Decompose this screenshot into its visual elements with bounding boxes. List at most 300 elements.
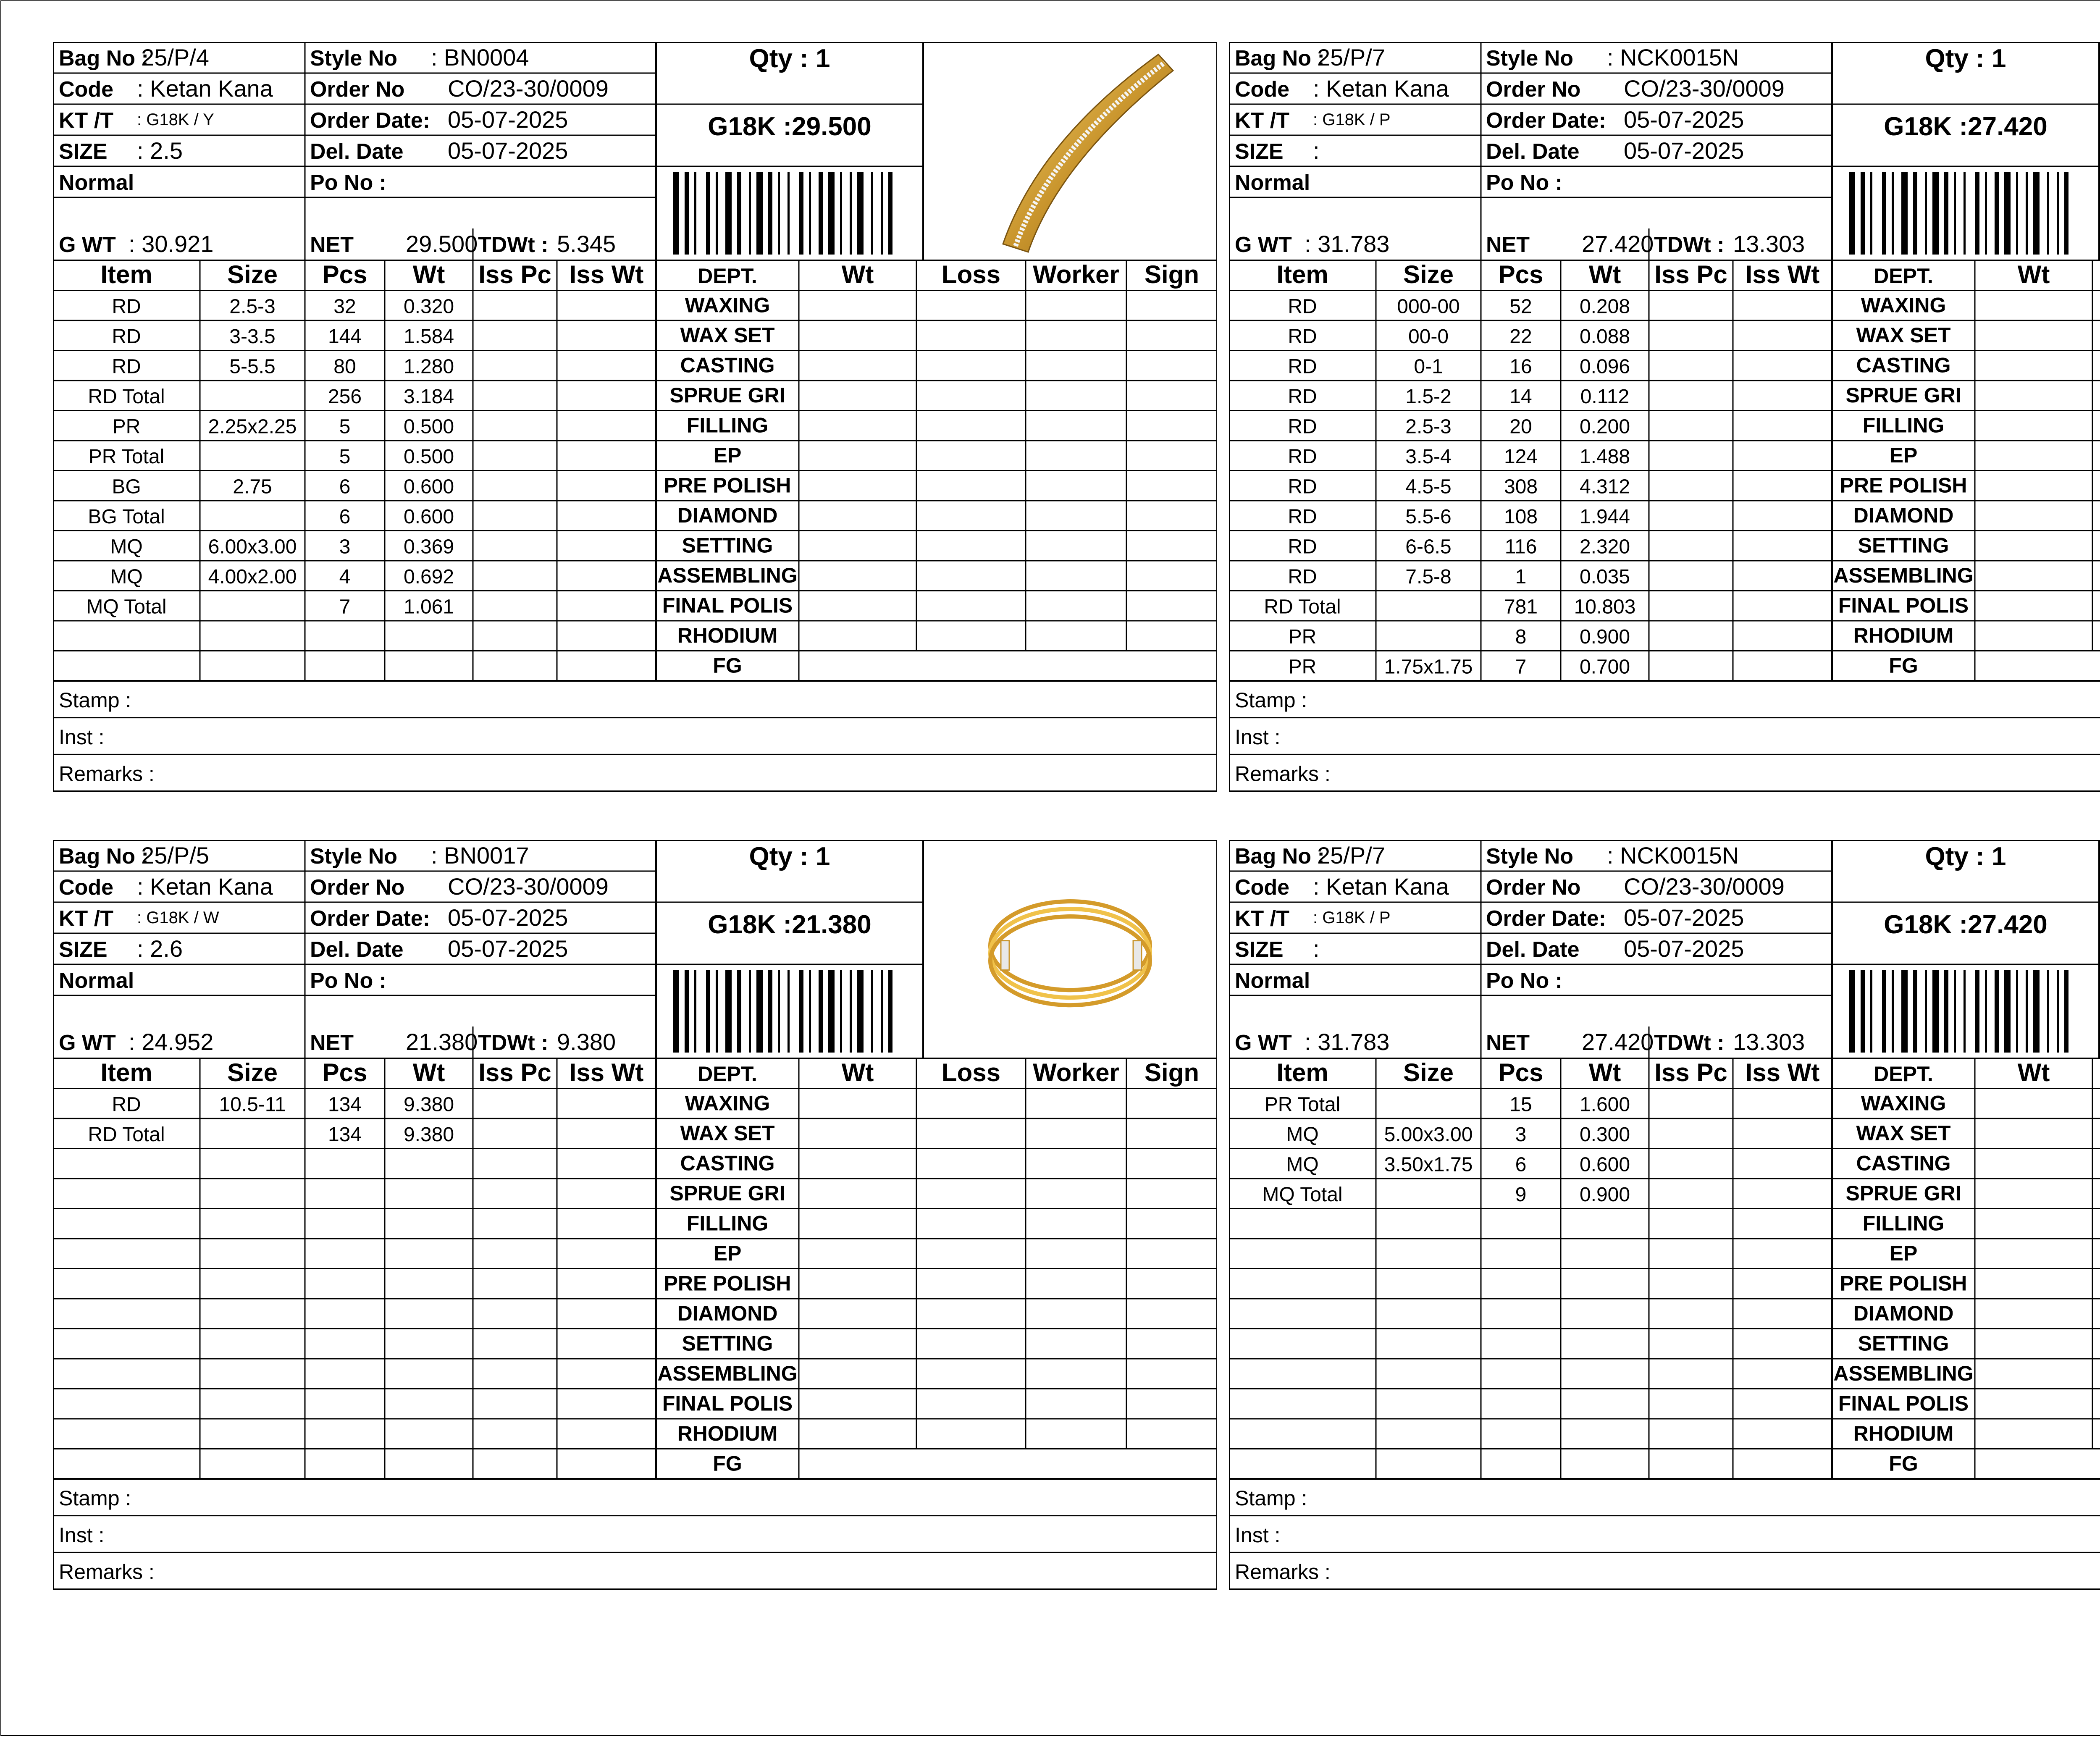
dept-name: WAX SET — [680, 323, 775, 347]
dept-name: PRE POLISH — [664, 473, 791, 497]
item-table-header: Iss Pc — [1654, 260, 1727, 289]
code-label: Code — [1235, 77, 1289, 102]
item-table-cell: 5.5-6 — [1405, 506, 1452, 528]
dept-name: FG — [713, 1452, 742, 1475]
dept-name: SETTING — [682, 1331, 773, 1355]
barcode-icon — [673, 970, 892, 1053]
item-table-header: Iss Pc — [478, 260, 551, 289]
tdwt-label: TDWt : — [478, 1031, 549, 1055]
po-no-label: Po No : — [310, 969, 386, 993]
dept-name: FG — [1889, 654, 1918, 677]
item-table-cell: RD — [112, 1093, 141, 1116]
order-date-label: Order Date: — [1486, 906, 1606, 931]
dept-name: PRE POLISH — [1840, 473, 1967, 497]
gwt-label: G WT — [59, 1031, 116, 1055]
dept-name: FILLING — [1862, 413, 1945, 437]
dept-name: EP — [713, 444, 742, 467]
bag-no-label: Bag No : — [59, 844, 149, 869]
bag-no-value: 25/P/5 — [141, 842, 209, 869]
item-table-cell: 6 — [339, 475, 351, 498]
dept-name: ASSEMBLING — [1833, 564, 1974, 587]
dept-name: WAX SET — [1856, 323, 1951, 347]
item-table-header: Iss Pc — [478, 1058, 551, 1087]
job-card-2 — [1229, 42, 2100, 794]
qty-value: Qty : 1 — [749, 842, 830, 871]
dept-name: SPRUE GRI — [669, 1181, 785, 1205]
dept-name: SPRUE GRI — [1845, 1181, 1961, 1205]
bangle-image — [990, 901, 1150, 1005]
tdwt-value: 13.303 — [1733, 1029, 1805, 1055]
dept-name: DIAMOND — [677, 1302, 778, 1325]
item-table-cell: 3.184 — [403, 386, 454, 408]
footer-box — [1229, 681, 2100, 791]
dept-name: FINAL POLIS — [1838, 593, 1969, 617]
style-no-value: : BN0004 — [431, 44, 529, 71]
dept-name: SETTING — [682, 533, 773, 557]
item-table-cell: 80 — [333, 355, 356, 378]
item-table-cell: 308 — [1504, 475, 1538, 498]
footer-box — [53, 1479, 1217, 1589]
order-no-value: CO/23-30/0009 — [448, 75, 609, 102]
style-no-value: : BN0017 — [431, 842, 529, 869]
item-table-cell: MQ Total — [86, 596, 167, 618]
barcode-icon — [673, 172, 892, 255]
dept-name: DIAMOND — [1853, 1302, 1954, 1325]
item-table-cell: 1.75x1.75 — [1384, 656, 1473, 678]
dept-name: FINAL POLIS — [662, 593, 793, 617]
stamp-label: Stamp : — [59, 1486, 131, 1510]
size-value: : 2.5 — [137, 137, 183, 164]
gwt-label: G WT — [1235, 1031, 1292, 1055]
size-value: : — [1313, 137, 1320, 164]
item-table-cell: 0.600 — [403, 475, 454, 498]
kt-value: : G18K / P — [1313, 908, 1391, 927]
dept-name: EP — [1889, 1242, 1918, 1265]
item-table-cell: RD — [1288, 386, 1317, 408]
order-date-label: Order Date: — [310, 108, 430, 133]
item-table-cell: 0.088 — [1579, 326, 1630, 348]
po-no-label: Po No : — [310, 171, 386, 195]
item-table-cell: 6-6.5 — [1405, 536, 1452, 558]
dept-name: SETTING — [1858, 1331, 1949, 1355]
style-no-label: Style No — [310, 46, 398, 71]
item-table-cell: 16 — [1509, 355, 1532, 378]
item-table-cell: 3 — [339, 536, 351, 558]
item-table-cell: 0.700 — [1579, 656, 1630, 678]
stamp-label: Stamp : — [1235, 688, 1307, 712]
item-table-cell: PR — [1288, 656, 1317, 678]
qty-value: Qty : 1 — [1925, 44, 2006, 73]
po-no-label: Po No : — [1486, 171, 1562, 195]
item-table-cell: 10.5-11 — [219, 1093, 286, 1116]
item-table-header: Wt — [1588, 260, 1621, 289]
dept-name: RHODIUM — [1853, 624, 1954, 647]
item-table-cell: RD — [1288, 536, 1317, 558]
del-date-value: 05-07-2025 — [448, 137, 568, 164]
item-table-cell: RD — [112, 326, 141, 348]
item-table-cell: 0.692 — [403, 566, 454, 588]
item-table-header: Pcs — [1498, 1058, 1544, 1087]
style-no-value: : NCK0015N — [1607, 44, 1739, 71]
item-table-cell: 000-00 — [1397, 295, 1460, 318]
tdwt-label: TDWt : — [1654, 233, 1725, 257]
bag-no-label: Bag No : — [1235, 46, 1325, 71]
dept-name: WAX SET — [680, 1121, 775, 1145]
item-table-header: Wt — [1588, 1058, 1621, 1087]
item-table-cell: 14 — [1509, 386, 1532, 408]
dept-name: FG — [713, 654, 742, 677]
dept-name: EP — [1889, 444, 1918, 467]
item-table-cell: 2.5-3 — [1405, 415, 1452, 438]
job-card-1 — [53, 42, 1217, 794]
order-date-value: 05-07-2025 — [448, 904, 568, 931]
item-table-header: Item — [1276, 1058, 1328, 1087]
dept-name: SETTING — [1858, 533, 1949, 557]
dept-table-header: DEPT. — [698, 1062, 757, 1086]
code-label: Code — [1235, 875, 1289, 900]
item-table-cell: 3.50x1.75 — [1384, 1153, 1473, 1176]
net-value: 27.420 — [1582, 1029, 1654, 1055]
item-table-cell: RD — [1288, 566, 1317, 588]
size-value: : — [1313, 935, 1320, 962]
net-value: 27.420 — [1582, 231, 1654, 257]
net-label: NET — [1486, 1031, 1530, 1055]
normal-label: Normal — [59, 969, 134, 993]
bag-no-value: 25/P/7 — [1317, 842, 1385, 869]
code-value: : Ketan Kana — [1313, 75, 1449, 102]
item-table-cell: RD — [1288, 475, 1317, 498]
gwt-label: G WT — [59, 233, 116, 257]
item-table-cell: PR — [112, 415, 141, 438]
dept-table-header: DEPT. — [1874, 264, 1933, 288]
item-table-cell: 9.380 — [403, 1124, 454, 1146]
order-no-label: Order No — [1486, 77, 1581, 102]
dept-name: FILLING — [686, 413, 769, 437]
dept-table-header: Sign — [1144, 260, 1199, 289]
net-value: 29.500 — [406, 231, 478, 257]
style-no-label: Style No — [310, 844, 398, 869]
item-table-cell: 124 — [1504, 446, 1538, 468]
item-table-cell: 116 — [1504, 536, 1537, 558]
net-value: 21.380 — [406, 1029, 478, 1055]
kt-value: : G18K / Y — [137, 110, 214, 129]
item-table-cell: 0-1 — [1414, 355, 1443, 378]
item-table-cell: RD — [1288, 355, 1317, 378]
gwt-value: : 24.952 — [129, 1029, 214, 1055]
item-table-header: Iss Wt — [1745, 260, 1820, 289]
item-table-header: Item — [1276, 260, 1328, 289]
item-table-cell: 0.600 — [1579, 1153, 1630, 1176]
inst-label: Inst : — [1235, 1523, 1281, 1547]
item-table-header: Wt — [412, 260, 445, 289]
item-table-cell: 1.600 — [1579, 1093, 1630, 1116]
dept-name: SPRUE GRI — [669, 383, 785, 407]
dept-name: RHODIUM — [677, 624, 778, 647]
item-table-cell: 9 — [1515, 1184, 1527, 1206]
item-table-cell: RD — [112, 295, 141, 318]
dept-name: EP — [713, 1242, 742, 1265]
item-table-cell: 0.500 — [403, 446, 454, 468]
item-table-header: Item — [100, 260, 152, 289]
gwt-value: : 31.783 — [1305, 231, 1390, 257]
item-table-cell: RD Total — [88, 1124, 165, 1146]
dept-name: CASTING — [1856, 1151, 1951, 1175]
item-table-cell: 2.320 — [1579, 536, 1630, 558]
code-label: Code — [59, 875, 113, 900]
item-table-cell: 7 — [1515, 656, 1527, 678]
remarks-label: Remarks : — [59, 762, 155, 786]
item-table-cell: 0.320 — [403, 295, 454, 318]
item-table-header: Iss Wt — [569, 1058, 644, 1087]
dept-table-header: Loss — [941, 260, 1001, 289]
order-date-value: 05-07-2025 — [448, 106, 568, 133]
dept-name: FILLING — [686, 1211, 769, 1235]
metal-weight-value: G18K :21.380 — [708, 910, 872, 939]
dept-name: CASTING — [680, 353, 775, 377]
item-table-cell: 22 — [1509, 326, 1532, 348]
dept-table-header: Wt — [2017, 260, 2050, 289]
barcode-icon — [1849, 172, 2068, 255]
remarks-label: Remarks : — [59, 1560, 155, 1584]
dept-name: ASSEMBLING — [657, 564, 798, 587]
code-label: Code — [59, 77, 113, 102]
kt-label: KT /T — [1235, 906, 1289, 931]
item-table-cell: MQ — [110, 536, 143, 558]
tdwt-label: TDWt : — [1654, 1031, 1725, 1055]
item-table-cell: 0.300 — [1579, 1124, 1630, 1146]
kt-label: KT /T — [1235, 108, 1289, 133]
qty-value: Qty : 1 — [749, 44, 830, 73]
qty-value: Qty : 1 — [1925, 842, 2006, 871]
dept-table-header: Sign — [1144, 1058, 1199, 1087]
dept-name: ASSEMBLING — [657, 1362, 798, 1385]
gwt-label: G WT — [1235, 233, 1292, 257]
item-table-cell: 2.25x2.25 — [208, 415, 297, 438]
item-table-header: Pcs — [322, 260, 368, 289]
dept-name: PRE POLISH — [1840, 1271, 1967, 1295]
normal-label: Normal — [1235, 969, 1310, 993]
item-table-cell: 1.280 — [403, 355, 454, 378]
item-table-cell: RD — [1288, 295, 1317, 318]
order-no-label: Order No — [310, 77, 405, 102]
dept-table-header: Wt — [841, 1058, 874, 1087]
item-table-cell: 6 — [339, 506, 351, 528]
item-table-cell: MQ — [1286, 1124, 1319, 1146]
item-table-cell: 0.600 — [403, 506, 454, 528]
item-table-cell: 0.035 — [1579, 566, 1630, 588]
image-box — [923, 840, 1217, 1058]
dept-name: RHODIUM — [677, 1422, 778, 1445]
po-no-label: Po No : — [1486, 969, 1562, 993]
del-date-value: 05-07-2025 — [448, 935, 568, 962]
kt-label: KT /T — [59, 108, 113, 133]
item-table-cell: 15 — [1509, 1093, 1532, 1116]
item-table-cell: 3-3.5 — [229, 326, 276, 348]
item-table-cell: RD — [1288, 506, 1317, 528]
item-table-cell: BG Total — [88, 506, 165, 528]
dept-table-header: DEPT. — [1874, 1062, 1933, 1086]
net-label: NET — [1486, 233, 1530, 257]
item-table-header: Pcs — [1498, 260, 1544, 289]
del-date-label: Del. Date — [310, 139, 404, 164]
item-table-cell: PR Total — [88, 446, 165, 468]
order-no-value: CO/23-30/0009 — [1624, 873, 1785, 900]
del-date-label: Del. Date — [1486, 139, 1580, 164]
order-no-value: CO/23-30/0009 — [448, 873, 609, 900]
item-table-cell: 3.5-4 — [1405, 446, 1452, 468]
dept-name: CASTING — [1856, 353, 1951, 377]
item-table-cell: RD Total — [88, 386, 165, 408]
style-no-label: Style No — [1486, 46, 1574, 71]
item-table-cell: 7.5-8 — [1405, 566, 1452, 588]
kt-value: : G18K / P — [1313, 110, 1391, 129]
dept-table-header: Worker — [1033, 1058, 1119, 1087]
item-table-cell: 0.112 — [1580, 386, 1630, 408]
del-date-value: 05-07-2025 — [1624, 935, 1744, 962]
dept-name: WAX SET — [1856, 1121, 1951, 1145]
item-table-cell: 4.312 — [1579, 475, 1630, 498]
del-date-label: Del. Date — [310, 937, 404, 962]
item-table-cell: 1.488 — [1579, 446, 1630, 468]
item-table-cell: 52 — [1509, 295, 1532, 318]
item-table-cell: 6.00x3.00 — [208, 536, 297, 558]
tdwt-value: 5.345 — [557, 231, 616, 257]
gwt-value: : 31.783 — [1305, 1029, 1390, 1055]
dept-table-header: DEPT. — [698, 264, 757, 288]
item-table-header: Iss Wt — [569, 260, 644, 289]
item-table-header: Item — [100, 1058, 152, 1087]
item-table-cell: 0.200 — [1579, 415, 1630, 438]
item-table-cell: MQ — [1286, 1153, 1319, 1176]
inst-label: Inst : — [59, 725, 105, 749]
code-value: : Ketan Kana — [137, 75, 273, 102]
item-table-cell: 0.208 — [1579, 295, 1630, 318]
item-table-cell: 1.5-2 — [1405, 386, 1452, 408]
dept-table-header: Wt — [841, 260, 874, 289]
bangle-image — [1003, 55, 1173, 252]
item-table-cell: PR — [1288, 626, 1317, 648]
bag-no-label: Bag No : — [1235, 844, 1325, 869]
item-table-cell: 134 — [328, 1093, 362, 1116]
dept-name: FILLING — [1862, 1211, 1945, 1235]
dept-table-header: Wt — [2017, 1058, 2050, 1087]
item-table-cell: 4.00x2.00 — [208, 566, 297, 588]
item-table-cell: RD Total — [1264, 596, 1341, 618]
del-date-label: Del. Date — [1486, 937, 1580, 962]
item-table-cell: 1.584 — [403, 326, 454, 348]
order-date-value: 05-07-2025 — [1624, 106, 1744, 133]
item-table-cell: 5.00x3.00 — [1384, 1124, 1473, 1146]
item-table-cell: 4.5-5 — [1405, 475, 1452, 498]
item-table-header: Size — [1403, 1058, 1454, 1087]
kt-label: KT /T — [59, 906, 113, 931]
item-table-cell: 6 — [1515, 1153, 1527, 1176]
item-table-cell: 32 — [333, 295, 356, 318]
remarks-label: Remarks : — [1235, 1560, 1331, 1584]
order-no-label: Order No — [1486, 875, 1581, 900]
footer-box — [53, 681, 1217, 791]
item-table-cell: 144 — [328, 326, 362, 348]
job-card-4 — [1229, 840, 2100, 1592]
item-table-cell: MQ Total — [1262, 1184, 1343, 1206]
dept-table-header: Loss — [941, 1058, 1001, 1087]
item-table-cell: 0.900 — [1579, 626, 1630, 648]
dept-name: PRE POLISH — [664, 1271, 791, 1295]
item-table-header: Iss Wt — [1745, 1058, 1820, 1087]
item-table-cell: 1.061 — [403, 596, 454, 618]
item-table-cell: 2.75 — [233, 475, 272, 498]
dept-name: FG — [1889, 1452, 1918, 1475]
tdwt-value: 9.380 — [557, 1029, 616, 1055]
item-table-cell: 4 — [339, 566, 351, 588]
dept-table-header: Worker — [1033, 260, 1119, 289]
order-date-label: Order Date: — [1486, 108, 1606, 133]
bag-no-value: 25/P/4 — [141, 44, 209, 71]
normal-label: Normal — [1235, 171, 1310, 195]
net-label: NET — [310, 233, 354, 257]
item-table-cell: 9.380 — [403, 1093, 454, 1116]
item-table-cell: 5 — [339, 446, 351, 468]
item-table-cell: 781 — [1504, 596, 1538, 618]
item-table-cell: 0.900 — [1579, 1184, 1630, 1206]
tdwt-label: TDWt : — [478, 233, 549, 257]
style-no-value: : NCK0015N — [1607, 842, 1739, 869]
remarks-label: Remarks : — [1235, 762, 1331, 786]
kt-value: : G18K / W — [137, 908, 219, 927]
code-value: : Ketan Kana — [1313, 873, 1449, 900]
item-table-header: Size — [227, 260, 278, 289]
tdwt-value: 13.303 — [1733, 231, 1805, 257]
bag-no-value: 25/P/7 — [1317, 44, 1385, 71]
item-table-cell: RD — [1288, 415, 1317, 438]
order-date-label: Order Date: — [310, 906, 430, 931]
bag-no-label: Bag No : — [59, 46, 149, 71]
dept-name: WAXING — [685, 1091, 770, 1115]
item-table-cell: MQ — [110, 566, 143, 588]
item-table-cell: RD — [1288, 446, 1317, 468]
item-table-cell: 1 — [1515, 566, 1527, 588]
item-table-cell: 20 — [1509, 415, 1532, 438]
item-table-cell: 00-0 — [1408, 326, 1449, 348]
item-table-cell: 7 — [339, 596, 351, 618]
style-no-label: Style No — [1486, 844, 1574, 869]
item-table-cell: RD — [112, 355, 141, 378]
footer-box — [1229, 1479, 2100, 1589]
dept-name: FINAL POLIS — [1838, 1391, 1969, 1415]
inst-label: Inst : — [1235, 725, 1281, 749]
dept-name: RHODIUM — [1853, 1422, 1954, 1445]
dept-name: WAXING — [1861, 293, 1946, 317]
item-table-header: Iss Pc — [1654, 1058, 1727, 1087]
normal-label: Normal — [59, 171, 134, 195]
item-table-cell: 3 — [1515, 1124, 1527, 1146]
item-table-cell: RD — [1288, 326, 1317, 348]
barcode-icon — [1849, 970, 2068, 1053]
order-no-label: Order No — [310, 875, 405, 900]
item-table-cell: 108 — [1504, 506, 1538, 528]
item-table-header: Pcs — [322, 1058, 368, 1087]
size-label: SIZE — [1235, 937, 1284, 962]
item-table-cell: 10.803 — [1574, 596, 1636, 618]
order-date-value: 05-07-2025 — [1624, 904, 1744, 931]
dept-name: CASTING — [680, 1151, 775, 1175]
item-table-cell: 0.500 — [403, 415, 454, 438]
item-table-cell: 1.944 — [1579, 506, 1630, 528]
dept-name: DIAMOND — [1853, 504, 1954, 527]
dept-name: WAXING — [1861, 1091, 1946, 1115]
item-table-cell: 2.5-3 — [229, 295, 276, 318]
del-date-value: 05-07-2025 — [1624, 137, 1744, 164]
